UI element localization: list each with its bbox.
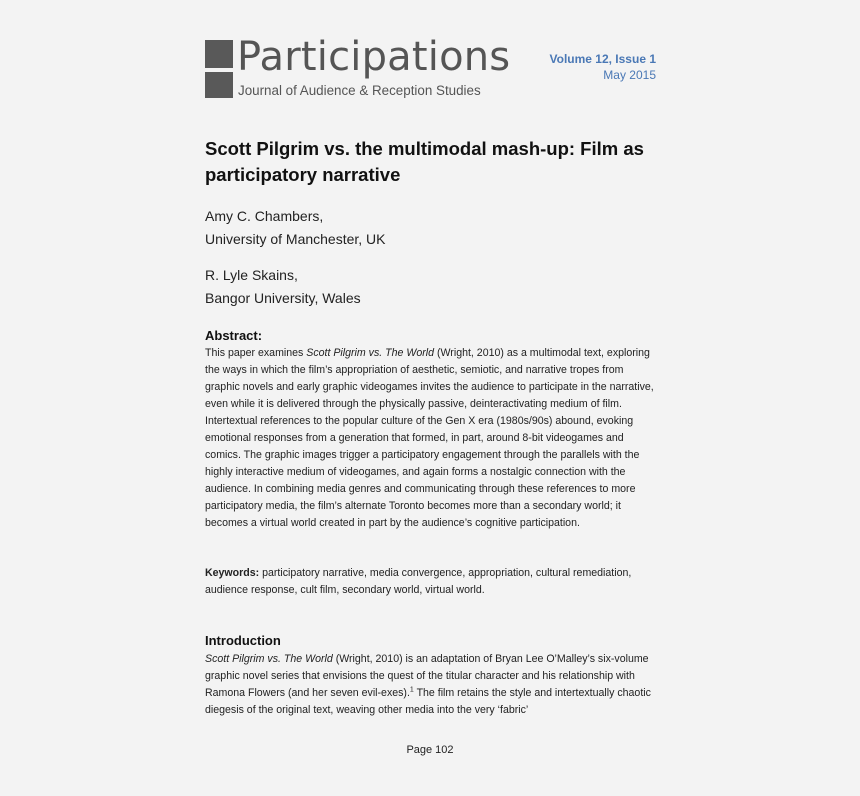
- author-name: Amy C. Chambers,: [205, 208, 324, 224]
- logo-block-top: [205, 40, 233, 68]
- issue-date: May 2015: [603, 68, 656, 82]
- keywords-label: Keywords:: [205, 567, 260, 579]
- introduction-text: Scott Pilgrim vs. The World (Wright, 2010) is an adaptation of Bryan Lee O’Malley’s six-volume graphic novel series that envisions the quest of the titular character and his relationship with Ramona Flowers (and her seven evil-exes).$^1$ The film retains the style and intertextually chaotic diegesis of the original text, weaving other media into the very ‘fabric’: [205, 653, 651, 716]
- abstract-heading: Abstract:: [205, 328, 263, 343]
- issue-info: [550, 52, 657, 82]
- page-number: Page 102: [406, 744, 454, 756]
- author-block-1: [205, 205, 386, 251]
- introduction-heading: Introduction: [205, 633, 281, 648]
- keywords: [205, 565, 660, 599]
- journal-logo: [205, 34, 511, 102]
- volume-issue: Volume 12, Issue 1: [549, 52, 656, 66]
- logo-block-bottom: [205, 72, 233, 98]
- paper-title: Scott Pilgrim vs. the multimodal mash-up: Film as participatory narrative: [205, 138, 644, 185]
- journal-subtitle: Journal of Audience & Reception Studies: [238, 83, 481, 98]
- abstract-text: This paper examines Scott Pilgrim vs. The World (Wright, 2010) as a multimodal text, exploring the ways in which the film’s appropriation of aesthetic, semiotic, and narrative tropes from graphic novels and early graphic videogames invites the audience to participate in the narrative, even while it is delivered through the physically passive, deinteractivating medium of film. Intertextual references to the popular culture of the Gen X era (1980s/90s) abound, evoking emotional responses from a generation that formed, in part, around 8-bit videogames and comics. The graphic images trigger a participatory engagement through the parallels with the highly interactive medium of videogames, and again forms a nostalgic connection with the audience. In combining media genres and communicating through these references to more participatory media, the film’s alternate Toronto becomes more than a secondary world; it becomes a virtual world created in part by the audience’s cognitive participation.: [205, 347, 654, 529]
- author-affiliation: Bangor University, Wales: [205, 290, 361, 306]
- work-title: Scott Pilgrim vs. The World: [205, 653, 333, 665]
- footnote-marker[interactable]: 1: [409, 686, 414, 694]
- author-name: R. Lyle Skains,: [205, 267, 298, 283]
- work-title: Scott Pilgrim vs. The World: [306, 347, 435, 359]
- journal-name: Participations: [237, 34, 511, 80]
- author-affiliation: University of Manchester, UK: [205, 231, 386, 247]
- author-block-2: [205, 264, 361, 310]
- keywords-list: participatory narrative, media convergence, appropriation, cultural remediation, audience response, cult film, secondary world, virtual world.: [205, 567, 632, 596]
- logo-mark: [205, 40, 233, 98]
